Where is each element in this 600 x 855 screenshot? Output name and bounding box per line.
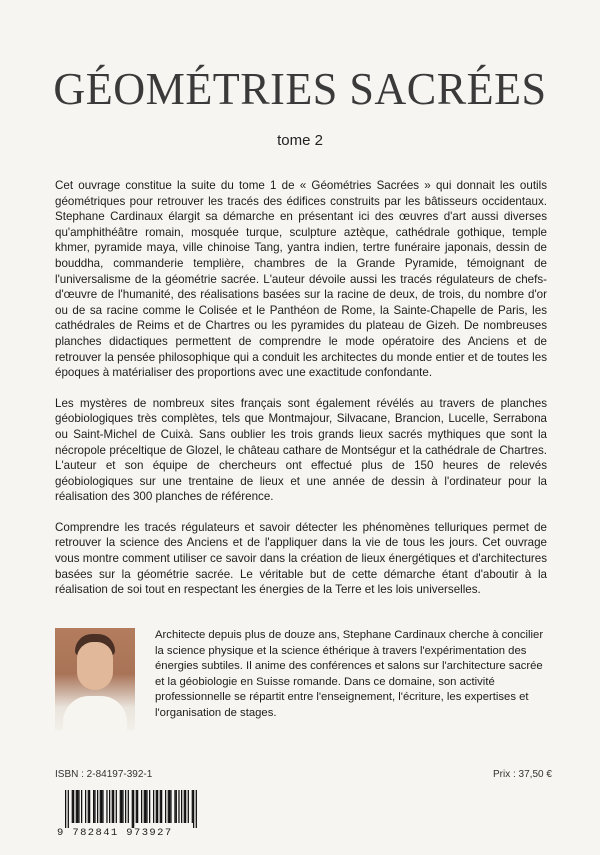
author-section <box>55 628 555 733</box>
price: Prix : 37,50 € <box>493 769 552 780</box>
blurb-paragraph: Cet ouvrage constitue la suite du tome 1 de « Géométries Sacrées » qui donnait les outils géométriques pour retrouver les tracés des édifices construits par les bâtisseurs occidentaux. Stephane Cardinaux élargit sa démarche en présentant ici des œuvres d'art aussi diverses qu'amphithéâtre romain, mosquée turque, sculpture aztèque, cathédrale gothique, temple khmer, pyramide maya, ville chinoise Tang, yantra indien, tertre funéraire japonais, dessin de bouddha, commanderie templière, chambres de la Grande Pyramide, témoignant de l'universalisme de la géométrie sacrée. L'auteur dévoile aussi les tracés régulateurs de chefs-d'œuvre de l'humanité, des réalisations basées sur la racine de deux, de trois, du nombre d'or ou de sa racine comme le Colisée et le Panthéon de Rome, la Sainte-Chapelle de Paris, les cathédrales de Reims et de Chartres ou les pyramides du plateau de Gizeh. De nombreuses planches didactiques permettent de comprendre le mode opératoire des Anciens et de retrouver la pensée philosophique qui a conduit les architectes du monde entier et de toutes les époques à matérialiser des proportions avec une exactitude confondante. <box>55 179 547 380</box>
barcode-number: 9 782841 973927 <box>57 827 173 839</box>
author-bio: Architecte depuis plus de douze ans, Stephane Cardinaux cherche à concilier la science physique et la science éthérique à travers l'expérimentation des énergies subtiles. Il anime des conférences et salons sur l'architecture sacrée et la géobiologie en Suisse romande. Dans ce domaine, son activité professionnelle se répartit entre l'enseignement, l'écriture, les expertises et l'organisation de stages. <box>155 629 544 719</box>
blurb-paragraph: Comprendre les tracés régulateurs et savoir détecter les phénomènes telluriques permet de retrouver la science des Anciens et de l'appliquer dans la vie de tous les jours. Cet ouvrage vous montre comment utiliser ce savoir dans la création de lieux énergétiques et d'architectures basées sur la géométrie sacrée. Le véritable but de cette démarche étant d'aboutir à la réalisation de soi tout en respectant les énergies de la Terre et les lois universelles. <box>55 520 547 597</box>
blurb-paragraph: Les mystères de nombreux sites français sont également révélés au travers de planches géobiologiques très complètes, tels que Montmajour, Silvacane, Brancion, Lucelle, Serrabona ou Saint-Michel de Cuixà. Sans oublier les trois grands lieux sacrés mythiques que sont la nécropole préceltique de Glozel, le château cathare de Montségur et la cathédrale de Chartres. L'auteur et son équipe de chercheurs ont effectué plus de 150 heures de relevés géobiologiques sur une trentaine de lieux et une année de dessin à l'ordinateur pour la réalisation des 300 planches de référence. <box>55 396 547 504</box>
isbn: ISBN : 2-84197-392-1 <box>55 769 153 780</box>
barcode <box>57 790 199 840</box>
author-photo <box>55 628 135 730</box>
blurb <box>55 178 547 613</box>
book-subtitle: tome 2 <box>277 132 323 149</box>
barcode-bars <box>65 790 197 828</box>
book-title: GÉOMÉTRIES SACRÉES <box>53 63 547 114</box>
